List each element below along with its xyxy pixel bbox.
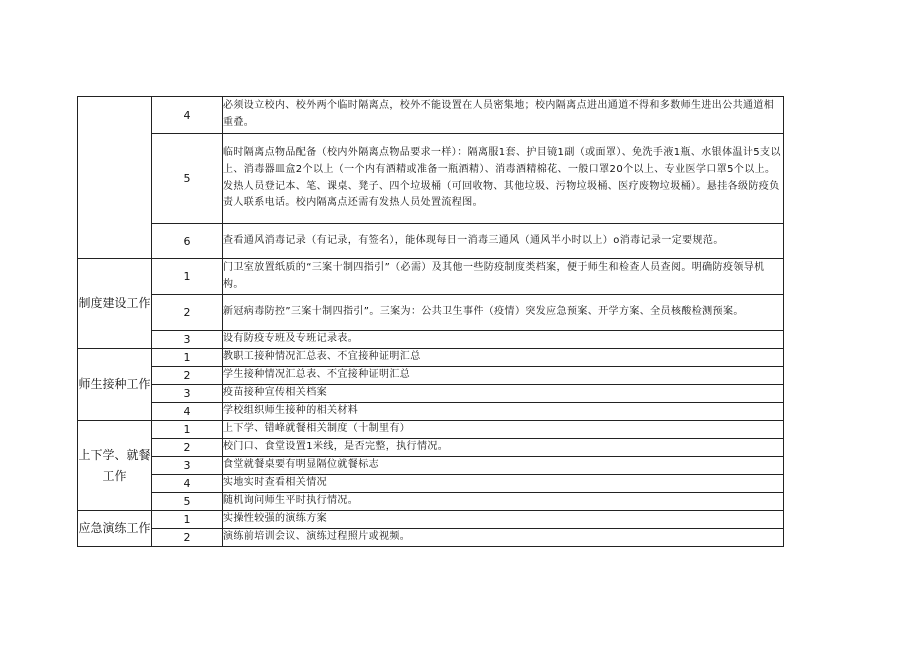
item-text: 随机询问师生平时执行情况。 bbox=[223, 493, 784, 511]
table-row bbox=[78, 295, 784, 331]
item-text: 疫苗接种宣传相关档案 bbox=[223, 385, 784, 403]
table-row bbox=[78, 259, 784, 295]
item-text: 实地实时查看相关情况 bbox=[223, 475, 784, 493]
item-text: 查看通风消毒记录（有记录，有签名），能体现每日一消毒三通风（通风半小时以上）o消毒记录一定要规范。 bbox=[223, 224, 784, 259]
item-text: 校门口、食堂设置1米线，是否完整，执行情况。 bbox=[223, 439, 784, 457]
table-row bbox=[78, 385, 784, 403]
table-row bbox=[78, 475, 784, 493]
item-text: 教职工接种情况汇总表、不宜接种证明汇总 bbox=[223, 349, 784, 367]
item-number: 3 bbox=[152, 331, 223, 349]
item-number: 2 bbox=[152, 439, 223, 457]
item-text: 设有防疫专班及专班记录表。 bbox=[223, 331, 784, 349]
item-number: 2 bbox=[152, 529, 223, 547]
item-number: 2 bbox=[152, 295, 223, 331]
table-row bbox=[78, 511, 784, 529]
category-cell bbox=[78, 97, 152, 259]
table-row bbox=[78, 457, 784, 475]
item-number: 1 bbox=[152, 259, 223, 295]
category-cell: 上下学、就餐工作 bbox=[78, 421, 152, 511]
table-row bbox=[78, 421, 784, 439]
item-text: 上下学、错峰就餐相关制度（十制里有） bbox=[223, 421, 784, 439]
item-number: 1 bbox=[152, 349, 223, 367]
item-text: 实操性较强的演练方案 bbox=[223, 511, 784, 529]
table-row bbox=[78, 439, 784, 457]
item-number: 1 bbox=[152, 511, 223, 529]
item-text: 必须设立校内、校外两个临时隔离点，校外不能设置在人员密集地；校内隔离点进出通道不得和多数师生进出公共通道相重叠。 bbox=[223, 97, 784, 134]
item-number: 3 bbox=[152, 457, 223, 475]
table-row bbox=[78, 403, 784, 421]
category-cell: 师生接种工作 bbox=[78, 349, 152, 421]
item-text: 学生接种情况汇总表、不宜接种证明汇总 bbox=[223, 367, 784, 385]
table-row bbox=[78, 367, 784, 385]
item-number: 1 bbox=[152, 421, 223, 439]
item-text: 新冠病毒防控”三案十制四指引”。三案为：公共卫生事件（疫情）突发应急预案、开学方案、全员核酸检测预案。 bbox=[223, 295, 784, 331]
item-text: 临时隔离点物品配备（校内外隔离点物品要求一样）：隔离服1套、护目镜1副（或面罩）、免洗手液1瓶、水银体温计5支以上、消毒器皿盒2个以上（一个内有酒精或准备一瓶酒精）、消毒酒精棉花、一般口罩20个以上、专业医学口罩5个以上。发热人员登记本、笔、课桌、凳子、四个垃圾桶（可回收物、其他垃圾、污物垃圾桶、医疗废物垃圾桶）。悬挂各级防疫负责人联系电话。校内隔离点还需有发热人员处置流程图。 bbox=[223, 134, 784, 224]
category-cell: 制度建设工作 bbox=[78, 259, 152, 349]
item-number: 5 bbox=[152, 134, 223, 224]
item-text: 食堂就餐桌要有明显隔位就餐标志 bbox=[223, 457, 784, 475]
table-row bbox=[78, 97, 784, 134]
table-row bbox=[78, 331, 784, 349]
table-row bbox=[78, 134, 784, 224]
item-number: 5 bbox=[152, 493, 223, 511]
item-text: 门卫室放置纸质的“三案十制四指引”（必需）及其他一些防疫制度类档案，便于师生和检查人员查阅。明确防疫领导机构。 bbox=[223, 259, 784, 295]
table-row bbox=[78, 529, 784, 547]
table-row bbox=[78, 493, 784, 511]
item-number: 4 bbox=[152, 403, 223, 421]
table-row bbox=[78, 224, 784, 259]
item-text: 学校组织师生接种的相关材料 bbox=[223, 403, 784, 421]
item-number: 6 bbox=[152, 224, 223, 259]
item-number: 4 bbox=[152, 97, 223, 134]
item-number: 3 bbox=[152, 385, 223, 403]
item-text: 演练前培训会议、演练过程照片或视频。 bbox=[223, 529, 784, 547]
table-row bbox=[78, 349, 784, 367]
item-number: 4 bbox=[152, 475, 223, 493]
category-cell: 应急演练工作 bbox=[78, 511, 152, 547]
item-number: 2 bbox=[152, 367, 223, 385]
inspection-table bbox=[77, 96, 784, 547]
